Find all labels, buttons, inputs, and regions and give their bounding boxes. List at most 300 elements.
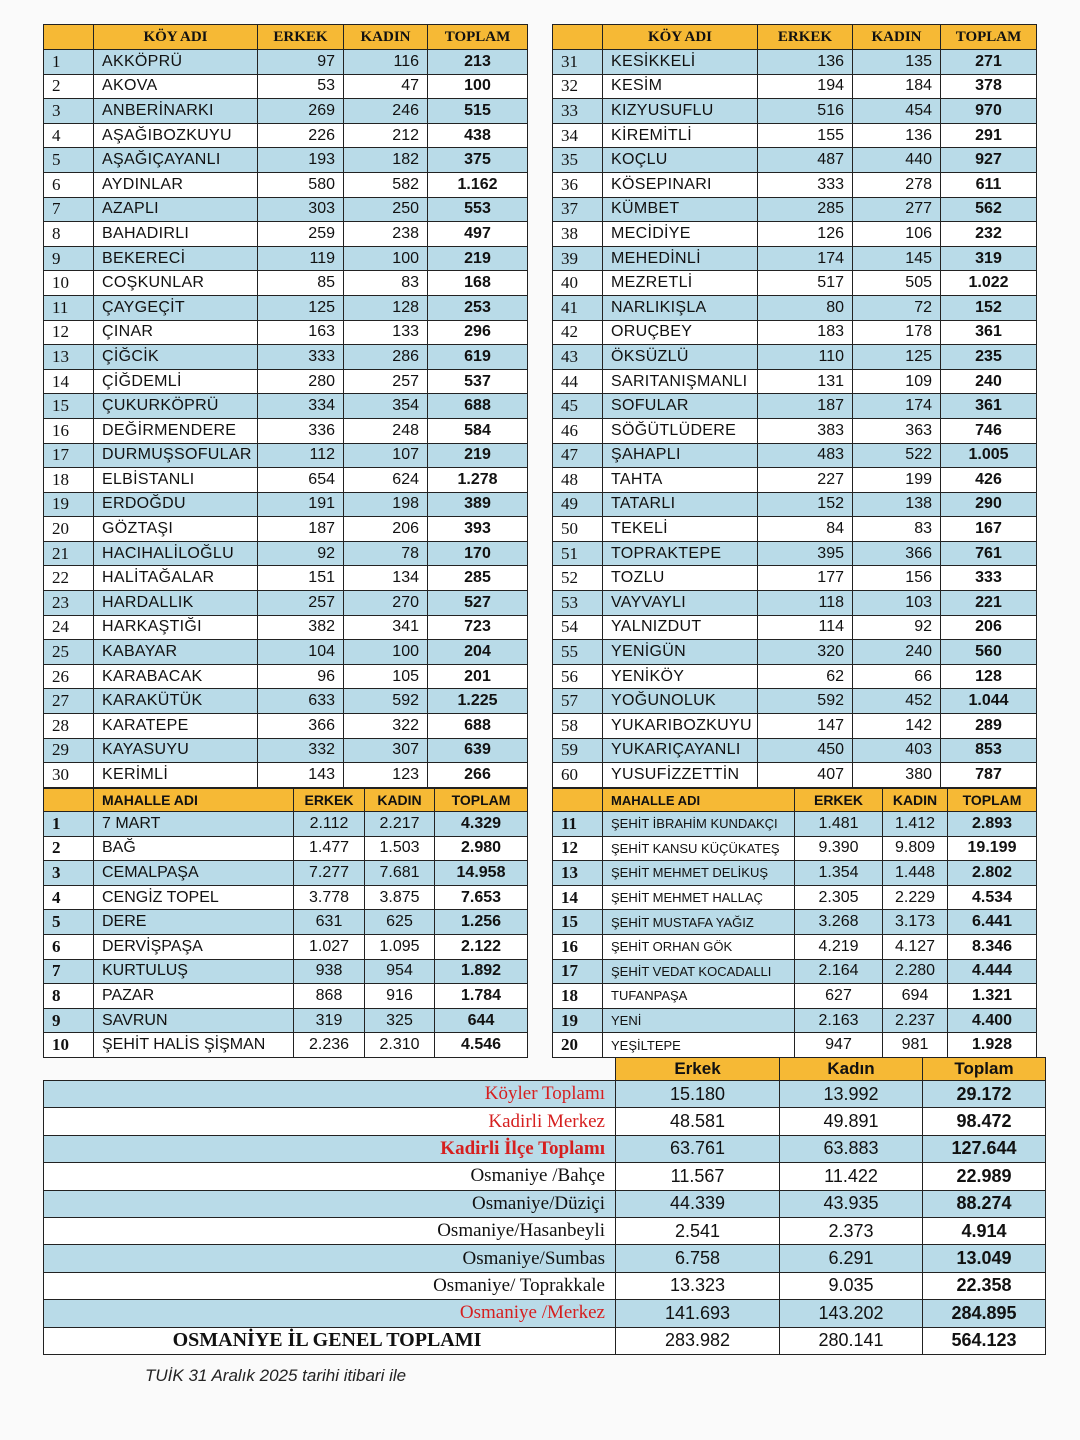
village-row bbox=[553, 148, 1037, 173]
row-name: VAYVAYLI bbox=[603, 591, 758, 616]
row-number: 12 bbox=[553, 836, 603, 861]
mahalle-row bbox=[44, 836, 528, 861]
village-table-left bbox=[43, 24, 528, 788]
summary-male: 48.581 bbox=[616, 1108, 780, 1135]
row-female: 72 bbox=[853, 295, 941, 320]
row-female: 916 bbox=[365, 984, 435, 1009]
village-row bbox=[44, 246, 528, 271]
row-female: 307 bbox=[344, 738, 428, 763]
row-number: 14 bbox=[44, 369, 94, 394]
row-total: 4.444 bbox=[948, 959, 1037, 984]
mahalle-row bbox=[553, 836, 1037, 861]
row-number: 40 bbox=[553, 271, 603, 296]
summary-row bbox=[44, 1245, 1046, 1272]
village-row bbox=[44, 369, 528, 394]
row-male: 163 bbox=[258, 320, 344, 345]
summary-label: Osmaniye/Sumbas bbox=[44, 1245, 616, 1272]
row-female: 66 bbox=[853, 664, 941, 689]
village-row bbox=[553, 197, 1037, 222]
village-row bbox=[44, 664, 528, 689]
row-total: 853 bbox=[941, 738, 1037, 763]
row-total: 537 bbox=[428, 369, 528, 394]
mahalle-table-header bbox=[553, 789, 1037, 812]
row-name: KİREMİTLİ bbox=[603, 123, 758, 148]
row-name: DEĞİRMENDERE bbox=[94, 418, 258, 443]
village-row bbox=[44, 517, 528, 542]
row-male: 53 bbox=[258, 74, 344, 99]
row-number: 32 bbox=[553, 74, 603, 99]
mahalle-row bbox=[44, 934, 528, 959]
row-name: YEŞİLTEPE bbox=[603, 1033, 795, 1058]
row-total: 266 bbox=[428, 763, 528, 788]
summary-row bbox=[44, 1081, 1046, 1108]
summary-label: OSMANİYE İL GENEL TOPLAMI bbox=[44, 1327, 616, 1354]
summary-female: 143.202 bbox=[780, 1300, 923, 1327]
village-row bbox=[44, 541, 528, 566]
row-male: 366 bbox=[258, 714, 344, 739]
village-row bbox=[553, 541, 1037, 566]
row-female: 3.173 bbox=[883, 910, 948, 935]
row-number: 19 bbox=[44, 492, 94, 517]
row-name: ELBİSTANLI bbox=[94, 468, 258, 493]
village-row bbox=[553, 689, 1037, 714]
header-female: KADIN bbox=[344, 25, 428, 50]
row-name: ŞEHİT MEHMET DELİKUŞ bbox=[603, 861, 795, 886]
row-female: 277 bbox=[853, 197, 941, 222]
row-number: 30 bbox=[44, 763, 94, 788]
row-female: 592 bbox=[344, 689, 428, 714]
row-total: 688 bbox=[428, 714, 528, 739]
row-total: 1.256 bbox=[435, 910, 528, 935]
row-name: HALİTAĞALAR bbox=[94, 566, 258, 591]
row-total: 378 bbox=[941, 74, 1037, 99]
row-male: 259 bbox=[258, 222, 344, 247]
row-female: 100 bbox=[344, 246, 428, 271]
village-row bbox=[44, 443, 528, 468]
row-total: 170 bbox=[428, 541, 528, 566]
row-male: 483 bbox=[758, 443, 853, 468]
village-row bbox=[553, 246, 1037, 271]
row-total: 206 bbox=[941, 615, 1037, 640]
row-male: 187 bbox=[758, 394, 853, 419]
village-row bbox=[553, 591, 1037, 616]
row-female: 105 bbox=[344, 664, 428, 689]
summary-total: 564.123 bbox=[923, 1327, 1046, 1354]
row-female: 103 bbox=[853, 591, 941, 616]
row-female: 133 bbox=[344, 320, 428, 345]
row-total: 2.980 bbox=[435, 836, 528, 861]
row-male: 155 bbox=[758, 123, 853, 148]
row-male: 226 bbox=[258, 123, 344, 148]
village-row bbox=[553, 50, 1037, 75]
row-number: 16 bbox=[44, 418, 94, 443]
row-male: 1.477 bbox=[294, 836, 365, 861]
header-male: ERKEK bbox=[294, 789, 365, 812]
row-female: 354 bbox=[344, 394, 428, 419]
header-village-name: KÖY ADI bbox=[94, 25, 258, 50]
row-total: 393 bbox=[428, 517, 528, 542]
row-female: 380 bbox=[853, 763, 941, 788]
village-row bbox=[44, 123, 528, 148]
row-number: 52 bbox=[553, 566, 603, 591]
village-row bbox=[553, 738, 1037, 763]
row-female: 212 bbox=[344, 123, 428, 148]
row-total: 167 bbox=[941, 517, 1037, 542]
row-name: YALNIZDUT bbox=[603, 615, 758, 640]
row-female: 92 bbox=[853, 615, 941, 640]
row-female: 240 bbox=[853, 640, 941, 665]
mahalle-row bbox=[553, 1008, 1037, 1033]
row-number: 17 bbox=[553, 959, 603, 984]
header-female: KADIN bbox=[883, 789, 948, 812]
summary-total: 4.914 bbox=[923, 1217, 1046, 1244]
mahalle-table-header bbox=[44, 789, 528, 812]
row-female: 694 bbox=[883, 984, 948, 1009]
row-number: 15 bbox=[44, 394, 94, 419]
village-row bbox=[553, 222, 1037, 247]
mahalle-row bbox=[553, 984, 1037, 1009]
row-female: 2.229 bbox=[883, 885, 948, 910]
summary-male: 2.541 bbox=[616, 1217, 780, 1244]
row-number: 47 bbox=[553, 443, 603, 468]
row-number: 20 bbox=[553, 1033, 603, 1058]
row-total: 375 bbox=[428, 148, 528, 173]
row-female: 174 bbox=[853, 394, 941, 419]
row-number: 3 bbox=[44, 99, 94, 124]
row-female: 2.217 bbox=[365, 812, 435, 837]
row-total: 8.346 bbox=[948, 934, 1037, 959]
row-number: 39 bbox=[553, 246, 603, 271]
row-name: CEMALPAŞA bbox=[94, 861, 294, 886]
summary-label: Osmaniye/Hasanbeyli bbox=[44, 1217, 616, 1244]
village-row bbox=[553, 517, 1037, 542]
row-total: 4.400 bbox=[948, 1008, 1037, 1033]
row-male: 2.163 bbox=[795, 1008, 883, 1033]
row-male: 2.236 bbox=[294, 1033, 365, 1058]
row-male: 152 bbox=[758, 492, 853, 517]
row-male: 177 bbox=[758, 566, 853, 591]
row-total: 527 bbox=[428, 591, 528, 616]
row-female: 142 bbox=[853, 714, 941, 739]
row-number: 4 bbox=[44, 123, 94, 148]
row-female: 3.875 bbox=[365, 885, 435, 910]
row-total: 221 bbox=[941, 591, 1037, 616]
summary-male: 11.567 bbox=[616, 1163, 780, 1190]
summary-total: 127.644 bbox=[923, 1135, 1046, 1162]
row-number: 23 bbox=[44, 591, 94, 616]
row-name: HARDALLIK bbox=[94, 591, 258, 616]
source-note: TUİK 31 Aralık 2025 tarihi itibari ile bbox=[145, 1366, 407, 1385]
row-name: AŞAĞIBOZKUYU bbox=[94, 123, 258, 148]
row-name: ANBERİNARKI bbox=[94, 99, 258, 124]
row-male: 2.164 bbox=[795, 959, 883, 984]
mahalle-row bbox=[553, 812, 1037, 837]
row-number: 58 bbox=[553, 714, 603, 739]
row-female: 454 bbox=[853, 99, 941, 124]
row-number: 6 bbox=[44, 172, 94, 197]
row-name: AKKÖPRÜ bbox=[94, 50, 258, 75]
mahalle-row bbox=[44, 959, 528, 984]
row-male: 3.778 bbox=[294, 885, 365, 910]
row-female: 100 bbox=[344, 640, 428, 665]
row-total: 4.546 bbox=[435, 1033, 528, 1058]
row-total: 219 bbox=[428, 443, 528, 468]
header-total: TOPLAM bbox=[948, 789, 1037, 812]
summary-female: 49.891 bbox=[780, 1108, 923, 1135]
row-male: 136 bbox=[758, 50, 853, 75]
row-name: ERDOĞDU bbox=[94, 492, 258, 517]
header-mahalle-name: MAHALLE ADI bbox=[603, 789, 795, 812]
header-female: KADIN bbox=[853, 25, 941, 50]
row-male: 285 bbox=[758, 197, 853, 222]
summary-total: 88.274 bbox=[923, 1190, 1046, 1217]
summary-row bbox=[44, 1327, 1046, 1354]
mahalle-row bbox=[44, 812, 528, 837]
row-name: ÖKSÜZLÜ bbox=[603, 345, 758, 370]
row-female: 1.448 bbox=[883, 861, 948, 886]
summary-female: 2.373 bbox=[780, 1217, 923, 1244]
row-female: 135 bbox=[853, 50, 941, 75]
row-male: 193 bbox=[258, 148, 344, 173]
summary-table bbox=[43, 1057, 1046, 1355]
header-village-name: KÖY ADI bbox=[603, 25, 758, 50]
row-number: 48 bbox=[553, 468, 603, 493]
summary-row bbox=[44, 1108, 1046, 1135]
row-male: 303 bbox=[258, 197, 344, 222]
village-row bbox=[44, 197, 528, 222]
row-male: 938 bbox=[294, 959, 365, 984]
row-name: KÖSEPINARI bbox=[603, 172, 758, 197]
row-female: 1.503 bbox=[365, 836, 435, 861]
row-male: 80 bbox=[758, 295, 853, 320]
row-number: 43 bbox=[553, 345, 603, 370]
row-female: 156 bbox=[853, 566, 941, 591]
row-total: 619 bbox=[428, 345, 528, 370]
row-number: 5 bbox=[44, 910, 94, 935]
row-name: AKOVA bbox=[94, 74, 258, 99]
row-male: 104 bbox=[258, 640, 344, 665]
row-male: 868 bbox=[294, 984, 365, 1009]
row-total: 1.321 bbox=[948, 984, 1037, 1009]
row-female: 107 bbox=[344, 443, 428, 468]
row-number: 8 bbox=[44, 984, 94, 1009]
village-table-right bbox=[552, 24, 1037, 788]
mahalle-row bbox=[44, 861, 528, 886]
header-no bbox=[553, 25, 603, 50]
row-name: YUSUFİZZETTİN bbox=[603, 763, 758, 788]
row-total: 389 bbox=[428, 492, 528, 517]
row-female: 199 bbox=[853, 468, 941, 493]
row-number: 21 bbox=[44, 541, 94, 566]
row-name: ŞEHİT ORHAN GÖK bbox=[603, 934, 795, 959]
village-row bbox=[44, 345, 528, 370]
row-male: 84 bbox=[758, 517, 853, 542]
summary-total: 284.895 bbox=[923, 1300, 1046, 1327]
row-male: 517 bbox=[758, 271, 853, 296]
row-number: 17 bbox=[44, 443, 94, 468]
row-male: 96 bbox=[258, 664, 344, 689]
village-row bbox=[44, 271, 528, 296]
row-male: 151 bbox=[258, 566, 344, 591]
row-total: 128 bbox=[941, 664, 1037, 689]
row-number: 33 bbox=[553, 99, 603, 124]
row-female: 145 bbox=[853, 246, 941, 271]
row-number: 55 bbox=[553, 640, 603, 665]
row-total: 296 bbox=[428, 320, 528, 345]
mahalle-table-left bbox=[43, 788, 528, 1058]
summary-label: Osmaniye /Bahçe bbox=[44, 1163, 616, 1190]
summary-male: 13.323 bbox=[616, 1272, 780, 1299]
header-no bbox=[44, 789, 94, 812]
row-male: 85 bbox=[258, 271, 344, 296]
village-row bbox=[553, 295, 1037, 320]
row-total: 204 bbox=[428, 640, 528, 665]
row-name: TOZLU bbox=[603, 566, 758, 591]
row-total: 2.802 bbox=[948, 861, 1037, 886]
row-total: 644 bbox=[435, 1008, 528, 1033]
row-male: 114 bbox=[758, 615, 853, 640]
row-name: MECİDİYE bbox=[603, 222, 758, 247]
village-row bbox=[44, 50, 528, 75]
village-row bbox=[44, 566, 528, 591]
village-row bbox=[553, 123, 1037, 148]
row-number: 9 bbox=[44, 246, 94, 271]
row-total: 4.329 bbox=[435, 812, 528, 837]
row-number: 25 bbox=[44, 640, 94, 665]
row-number: 4 bbox=[44, 885, 94, 910]
row-number: 3 bbox=[44, 861, 94, 886]
row-name: ÇINAR bbox=[94, 320, 258, 345]
row-number: 5 bbox=[44, 148, 94, 173]
row-number: 1 bbox=[44, 50, 94, 75]
row-name: DERVİŞPAŞA bbox=[94, 934, 294, 959]
row-female: 106 bbox=[853, 222, 941, 247]
row-female: 248 bbox=[344, 418, 428, 443]
village-row bbox=[553, 443, 1037, 468]
row-female: 286 bbox=[344, 345, 428, 370]
village-row bbox=[553, 615, 1037, 640]
row-number: 54 bbox=[553, 615, 603, 640]
summary-male: 44.339 bbox=[616, 1190, 780, 1217]
summary-row bbox=[44, 1163, 1046, 1190]
row-male: 592 bbox=[758, 689, 853, 714]
row-total: 639 bbox=[428, 738, 528, 763]
summary-header-female: Kadın bbox=[780, 1058, 923, 1081]
row-name: KAYASUYU bbox=[94, 738, 258, 763]
summary-female: 11.422 bbox=[780, 1163, 923, 1190]
summary-row bbox=[44, 1135, 1046, 1162]
row-female: 325 bbox=[365, 1008, 435, 1033]
row-total: 515 bbox=[428, 99, 528, 124]
row-total: 333 bbox=[941, 566, 1037, 591]
row-number: 49 bbox=[553, 492, 603, 517]
row-male: 3.268 bbox=[795, 910, 883, 935]
row-female: 178 bbox=[853, 320, 941, 345]
row-name: ÇAYGEÇİT bbox=[94, 295, 258, 320]
row-male: 633 bbox=[258, 689, 344, 714]
row-number: 10 bbox=[44, 271, 94, 296]
row-name: ÇİĞDEMLİ bbox=[94, 369, 258, 394]
row-number: 1 bbox=[44, 812, 94, 837]
village-row bbox=[44, 394, 528, 419]
row-male: 187 bbox=[258, 517, 344, 542]
row-number: 38 bbox=[553, 222, 603, 247]
row-male: 280 bbox=[258, 369, 344, 394]
village-row bbox=[44, 74, 528, 99]
row-name: MEHEDİNLİ bbox=[603, 246, 758, 271]
mahalle-row bbox=[553, 885, 1037, 910]
row-female: 582 bbox=[344, 172, 428, 197]
row-male: 191 bbox=[258, 492, 344, 517]
summary-total: 22.989 bbox=[923, 1163, 1046, 1190]
row-female: 505 bbox=[853, 271, 941, 296]
row-total: 1.784 bbox=[435, 984, 528, 1009]
row-name: TUFANPAŞA bbox=[603, 984, 795, 1009]
row-name: ŞEHİT İBRAHİM KUNDAKÇI bbox=[603, 812, 795, 837]
summary-total: 13.049 bbox=[923, 1245, 1046, 1272]
row-male: 147 bbox=[758, 714, 853, 739]
row-male: 333 bbox=[758, 172, 853, 197]
row-total: 688 bbox=[428, 394, 528, 419]
village-row bbox=[553, 320, 1037, 345]
header-total: TOPLAM bbox=[428, 25, 528, 50]
row-male: 487 bbox=[758, 148, 853, 173]
summary-label: Kadirli İlçe Toplamı bbox=[44, 1135, 616, 1162]
row-number: 15 bbox=[553, 910, 603, 935]
row-total: 291 bbox=[941, 123, 1037, 148]
row-name: ŞEHİT MEHMET HALLAÇ bbox=[603, 885, 795, 910]
row-name: ÇUKURKÖPRÜ bbox=[94, 394, 258, 419]
row-number: 29 bbox=[44, 738, 94, 763]
village-row bbox=[44, 492, 528, 517]
row-number: 13 bbox=[44, 345, 94, 370]
row-female: 250 bbox=[344, 197, 428, 222]
village-table-header bbox=[44, 25, 528, 50]
summary-total: 22.358 bbox=[923, 1272, 1046, 1299]
row-male: 319 bbox=[294, 1008, 365, 1033]
row-name: SARITANIŞMANLI bbox=[603, 369, 758, 394]
summary-row bbox=[44, 1272, 1046, 1299]
row-male: 118 bbox=[758, 591, 853, 616]
row-total: 560 bbox=[941, 640, 1037, 665]
village-row bbox=[44, 172, 528, 197]
mahalle-table-right bbox=[552, 788, 1037, 1058]
row-female: 134 bbox=[344, 566, 428, 591]
village-row bbox=[553, 99, 1037, 124]
village-row bbox=[44, 689, 528, 714]
row-number: 36 bbox=[553, 172, 603, 197]
row-female: 278 bbox=[853, 172, 941, 197]
row-name: SÖĞÜTLÜDERE bbox=[603, 418, 758, 443]
row-number: 35 bbox=[553, 148, 603, 173]
row-male: 194 bbox=[758, 74, 853, 99]
row-number: 31 bbox=[553, 50, 603, 75]
row-female: 7.681 bbox=[365, 861, 435, 886]
row-name: TATARLI bbox=[603, 492, 758, 517]
row-total: 927 bbox=[941, 148, 1037, 173]
village-row bbox=[553, 664, 1037, 689]
row-name: TAHTA bbox=[603, 468, 758, 493]
row-female: 363 bbox=[853, 418, 941, 443]
row-number: 59 bbox=[553, 738, 603, 763]
summary-female: 63.883 bbox=[780, 1135, 923, 1162]
row-number: 13 bbox=[553, 861, 603, 886]
row-female: 257 bbox=[344, 369, 428, 394]
row-name: YENİGÜN bbox=[603, 640, 758, 665]
village-row bbox=[553, 74, 1037, 99]
summary-row bbox=[44, 1300, 1046, 1327]
row-number: 34 bbox=[553, 123, 603, 148]
